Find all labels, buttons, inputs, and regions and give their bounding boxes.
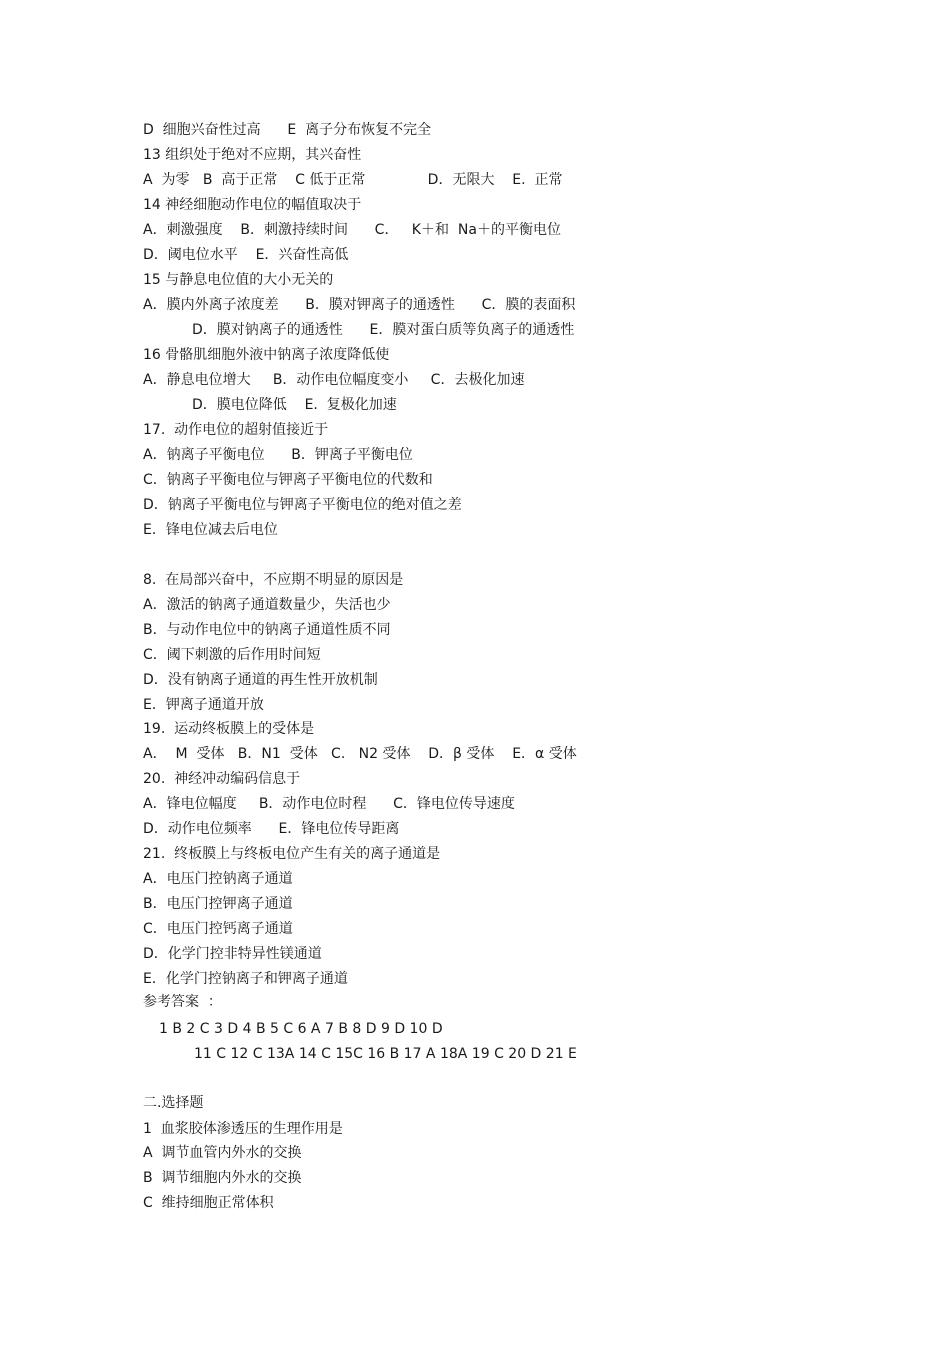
text-line: B．与动作电位中的钠离子通道性质不同 xyxy=(143,622,391,638)
text-line: B 调节细胞内外水的交换 xyxy=(143,1170,302,1186)
text-line: A．激活的钠离子通道数量少，失活也少 xyxy=(143,597,391,613)
text-line: C 维持细胞正常体积 xyxy=(143,1195,274,1211)
question-line: 8. 在局部兴奋中，不应期不明显的原因是 xyxy=(143,572,404,588)
question-line: 1 血浆胶体渗透压的生理作用是 xyxy=(143,1121,343,1137)
question-line: 16 骨骼肌细胞外液中钠离子浓度降低使 xyxy=(143,347,390,363)
text-line: A．膜内外离子浓度差 B．膜对钾离子的通透性 C．膜的表面积 xyxy=(143,297,576,313)
text-line: A．电压门控钠离子通道 xyxy=(143,871,293,887)
text-line: D．阈电位水平 E．兴奋性高低 xyxy=(143,247,349,263)
text-line: E．化学门控钠离子和钾离子通道 xyxy=(143,971,348,987)
text-line: C．电压门控钙离子通道 xyxy=(143,921,293,937)
text-line: A 调节血管内外水的交换 xyxy=(143,1145,302,1161)
text-line: B．电压门控钾离子通道 xyxy=(143,896,293,912)
text-line: A．刺激强度 B．刺激持续时间 C． K＋和 Na＋的平衡电位 xyxy=(143,222,561,238)
question-line: 13 组织处于绝对不应期，其兴奋性 xyxy=(143,147,362,163)
question-line: 20. 神经冲动编码信息于 xyxy=(143,771,301,787)
text-line: A．静息电位增大 B．动作电位幅度变小 C．去极化加速 xyxy=(143,372,525,388)
text-line: A．锋电位幅度 B．动作电位时程 C．锋电位传导速度 xyxy=(143,796,515,812)
text-line: D．没有钠离子通道的再生性开放机制 xyxy=(143,672,378,688)
question-line: 14 神经细胞动作电位的幅值取决于 xyxy=(143,197,362,213)
question-line: 19. 运动终板膜上的受体是 xyxy=(143,721,315,737)
text-line: D．膜对钠离子的通透性 E．膜对蛋白质等负离子的通透性 xyxy=(192,322,575,338)
question-line: 21. 终板膜上与终板电位产生有关的离子通道是 xyxy=(143,846,441,862)
text-line: C．钠离子平衡电位与钾离子平衡电位的代数和 xyxy=(143,472,433,488)
text-line: E．钾离子通道开放 xyxy=(143,697,264,713)
text-line: D．钠离子平衡电位与钾离子平衡电位的绝对值之差 xyxy=(143,497,462,513)
section-heading: 二.选择题 xyxy=(143,1095,204,1111)
answer-line: 1 B 2 C 3 D 4 B 5 C 6 A 7 B 8 D 9 D 10 D xyxy=(159,1021,443,1037)
text-line: C．阈下刺激的后作用时间短 xyxy=(143,647,321,663)
text-line: E．锋电位减去后电位 xyxy=(143,522,278,538)
text-line: D．膜电位降低 E. 复极化加速 xyxy=(192,397,397,413)
text-line: A．钠离子平衡电位 B．钾离子平衡电位 xyxy=(143,447,413,463)
answer-line: 11 C 12 C 13A 14 C 15C 16 B 17 A 18A 19 C 20 D 21 E xyxy=(194,1046,577,1062)
question-line: 17. 动作电位的超射值接近于 xyxy=(143,422,329,438)
text-line: D．动作电位频率 E．锋电位传导距离 xyxy=(143,821,400,837)
question-line: 15 与静息电位值的大小无关的 xyxy=(143,272,334,288)
text-line: A 为零 B 高于正常 C 低于正常 D．无限大 E. 正常 xyxy=(143,172,563,188)
answer-heading: 参考答案 ： xyxy=(143,994,222,1010)
text-line: A． M 受体 B．N1 受体 C. N2 受体 D．β 受体 E．α 受体 xyxy=(143,746,577,762)
text-line: D．化学门控非特异性镁通道 xyxy=(143,946,322,962)
text-line: D 细胞兴奋性过高 E 离子分布恢复不完全 xyxy=(143,122,432,138)
